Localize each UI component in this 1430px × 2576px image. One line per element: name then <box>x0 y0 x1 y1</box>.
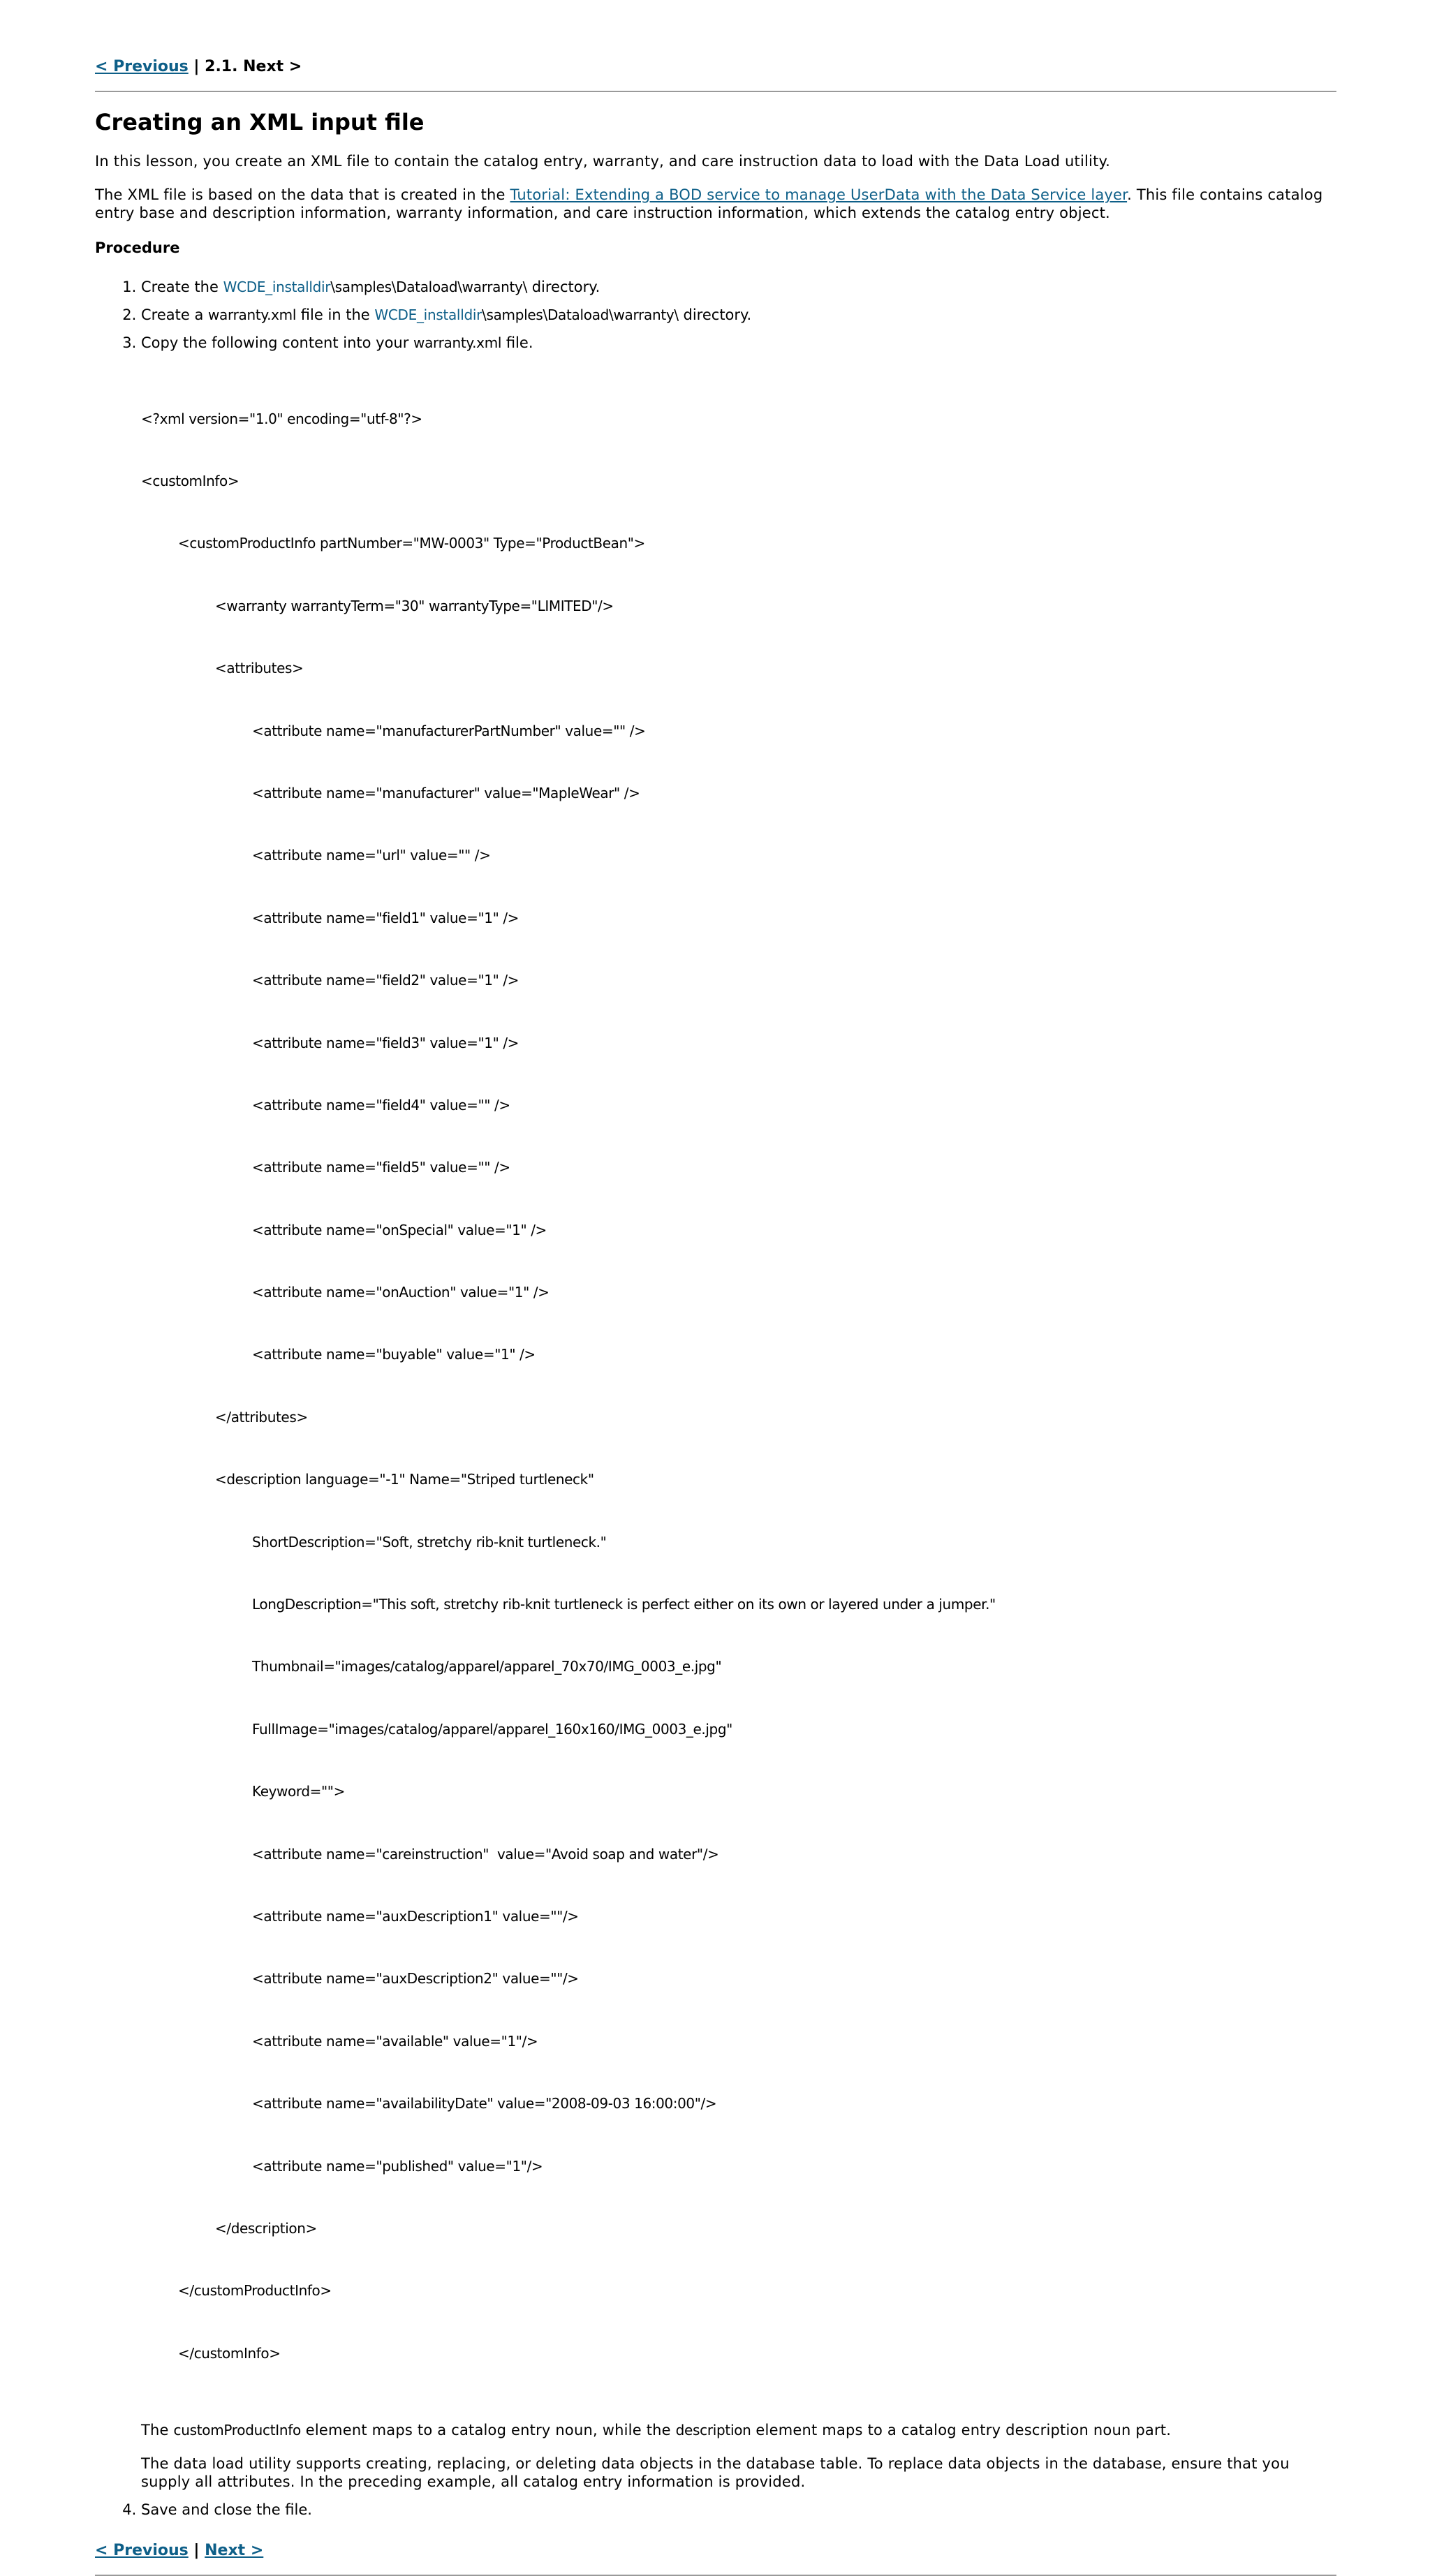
file-name: warranty.xml <box>208 306 297 323</box>
code-line: </description> <box>215 2219 317 2237</box>
code-line: </customInfo> <box>178 2344 281 2362</box>
previous-link[interactable]: < Previous <box>95 58 189 75</box>
code-line: <attribute name="buyable" value="1" /> <box>252 1346 536 1363</box>
code-line: <attribute name="auxDescription1" value=""/> <box>252 1907 579 1925</box>
step-3: 3. Copy the following content into your warranty.xml file. <?xml version="1.0" encoding="utf-8"?> <customInfo> <customProductInfo partNumber="MW-0003" Type="ProductBean"> <warranty warrantyTerm="30" warrantyType="LIMITED"/> <attributes> <attribute name="manufacturerPartNumber" value="" /> <attribute name="manufacturer" value="MapleWear" /> <attribute name="url" value="" /> <attribute name="field1" value="1" /> <attribute name="field2" value="1" /> <attribute name="field3" value="1" /> <attribute name="field4" value="" /> <attribute name="field5" value="" /> <attribute name="onSpecial" value="1" /> <attribute name="onAuction" value="1" /> <attribute name="buyable" value="1" /> </attributes> <description language="-1" Name="Striped turtleneck" ShortDescription="Soft, stretchy rib-knit turtleneck." LongDescription="This soft, stretchy rib-knit turtleneck is perfect either on its own or layered under a jumper." Thumbnail="images/catalog/apparel/apparel_70x70/IMG_0003_e.jpg" FullImage="images/catalog/apparel/apparel_160x160/IMG_0003_e.jpg" Keyword=""> <attribute name="careinstruction" value="Avoid soap and water"/> <attribute name="auxDescription1" value=""/> <attribute name="auxDescription2" value=""/> <attribute name="available" value="1"/> <attribute name="availabilityDate" value="2008-09-03 16:00:00"/> <attribute name="published" value="1"/> </description> </customProductInfo> </customInfo> The customProductInfo element maps to a catalog entry noun, while the description element maps to a catalog entry description noun part. The data load utility supports creating, replacing, or deleting data objects in the database table. To replace data objects in the database, ensure that you supply all attributes. In the preceding example, all catalog entry information is provided. <box>141 334 1336 2491</box>
directory-path: \samples\Dataload\warranty\ <box>482 306 679 323</box>
step-2: 2. Create a warranty.xml file in the WCDE_installdir\samples\Dataload\warranty\ directory. <box>141 306 1336 324</box>
procedure-heading: Procedure <box>95 239 180 256</box>
page-title: Creating an XML input file <box>95 109 425 135</box>
document-page <box>95 0 1336 2576</box>
code-line: <attribute name="manufacturer" value="MapleWear" /> <box>252 784 640 801</box>
step-1: 1. Create the WCDE_installdir\samples\Dataload\warranty\ directory. <box>141 278 1336 296</box>
code-line: </attributes> <box>215 1408 308 1426</box>
code-line: <attribute name="onSpecial" value="1" /> <box>252 1221 547 1238</box>
code-line: <attribute name="auxDescription2" value=""/> <box>252 1970 579 1987</box>
current-topic-label: 2.1. Next > <box>205 58 302 75</box>
element-name: description <box>675 2422 751 2439</box>
code-line: <attribute name="field4" value="" /> <box>252 1096 510 1113</box>
code-line: Thumbnail="images/catalog/apparel/apparel_70x70/IMG_0003_e.jpg" <box>252 1658 722 1675</box>
code-line: <attribute name="manufacturerPartNumber" value="" /> <box>252 722 646 739</box>
code-line: <attribute name="onAuction" value="1" /> <box>252 1284 550 1301</box>
file-name: warranty.xml <box>413 334 502 351</box>
code-line: <attribute name="field5" value="" /> <box>252 1159 510 1176</box>
code-line: <warranty warrantyTerm="30" warrantyType="LIMITED"/> <box>215 597 614 614</box>
next-link[interactable]: Next > <box>205 2542 264 2560</box>
bottom-navigation <box>95 2540 1336 2562</box>
dataload-paragraph: The data load utility supports creating, replacing, or deleting data objects in the database table. To replace data objects in the database, ensure that you supply all attributes. In the preceding example, all catalog entry information is provided. <box>141 2455 1290 2491</box>
code-line: <attribute name="available" value="1"/> <box>252 2032 538 2050</box>
xml-code-block <box>141 367 1336 2406</box>
element-name: customProductInfo <box>173 2422 301 2439</box>
procedure-steps <box>95 278 1336 2519</box>
directory-path: \samples\Dataload\warranty\ <box>330 279 528 295</box>
code-line: <description language="-1" Name="Striped turtleneck" <box>215 1471 594 1488</box>
code-line: FullImage="images/catalog/apparel/apparel_160x160/IMG_0003_e.jpg" <box>252 1720 732 1738</box>
code-line: <customProductInfo partNumber="MW-0003" Type="ProductBean"> <box>178 535 645 552</box>
code-line: <attribute name="careinstruction" value="Avoid soap and water"/> <box>252 1845 719 1863</box>
description-paragraph: The XML file is based on the data that is created in the Tutorial: Extending a BOD service to manage UserData with the Data Service layer. This file contains catalog entry base and description information, warranty information, and care instruction information, which extends the catalog entry object. <box>95 186 1323 221</box>
code-line: ShortDescription="Soft, stretchy rib-knit turtleneck." <box>252 1533 607 1550</box>
code-line: <customInfo> <box>141 472 239 489</box>
code-line: <?xml version="1.0" encoding="utf-8"?> <box>141 410 422 427</box>
code-line: <attribute name="published" value="1"/> <box>252 2157 543 2175</box>
code-line: Keyword=""> <box>252 1783 345 1800</box>
code-line: <attribute name="field1" value="1" /> <box>252 909 519 926</box>
installdir-variable: WCDE_installdir <box>374 306 482 323</box>
top-navigation <box>95 56 1336 78</box>
previous-link[interactable]: < Previous <box>95 2542 189 2560</box>
installdir-variable: WCDE_installdir <box>223 279 331 295</box>
code-line: <attribute name="availabilityDate" value="2008-09-03 16:00:00"/> <box>252 2095 717 2112</box>
code-line: <attribute name="field3" value="1" /> <box>252 1034 519 1051</box>
tutorial-link[interactable]: Tutorial: Extending a BOD service to manage UserData with the Data Service layer <box>510 186 1128 203</box>
code-line: LongDescription="This soft, stretchy rib-knit turtleneck is perfect either on its own or layered under a jumper." <box>252 1596 996 1613</box>
code-line: <attribute name="url" value="" /> <box>252 847 491 864</box>
nav-separator: | <box>193 58 200 75</box>
code-line: <attributes> <box>215 660 304 677</box>
mapping-paragraph: The customProductInfo element maps to a catalog entry noun, while the description element maps to a catalog entry description noun part. <box>141 2422 1172 2439</box>
code-line: </customProductInfo> <box>178 2282 332 2300</box>
intro-paragraph: In this lesson, you create an XML file to contain the catalog entry, warranty, and care instruction data to load with the Data Load utility. <box>95 153 1111 170</box>
top-divider <box>95 91 1336 92</box>
code-line: <attribute name="field2" value="1" /> <box>252 972 519 989</box>
step-4: 4. Save and close the file. <box>141 2501 1336 2519</box>
nav-separator: | <box>193 2542 200 2560</box>
